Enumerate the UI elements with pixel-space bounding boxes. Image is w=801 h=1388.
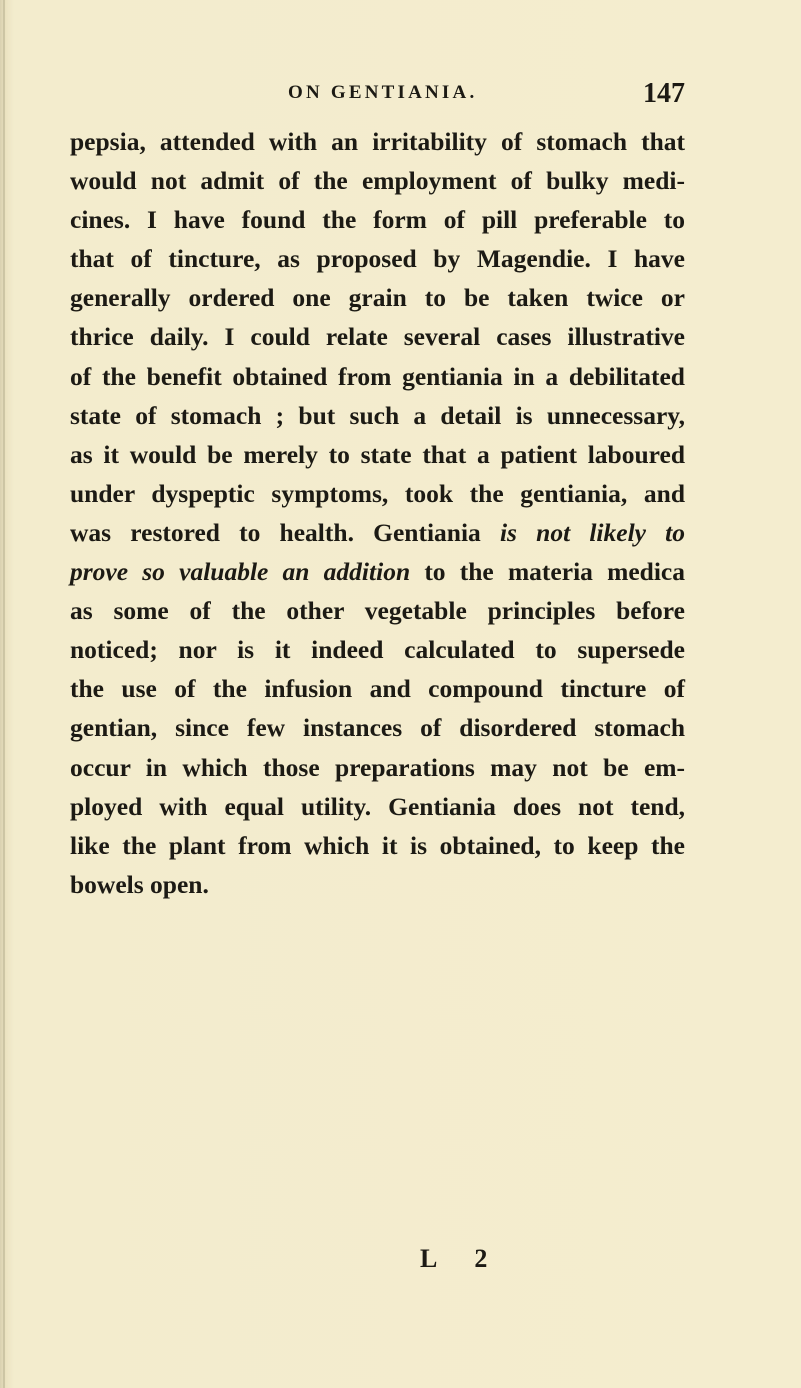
text-line: like the plant from which it is obtained, to keep the: [70, 830, 685, 860]
page-gutter-edge: [3, 0, 5, 1388]
text-line: that of tincture, as proposed by Magendie. I have: [70, 244, 685, 274]
text-line: ployed with equal utility. Gentiania does not tend,: [70, 791, 685, 821]
text-line: generally ordered one grain to be taken twice or: [70, 283, 685, 313]
text-line: pepsia, attended with an irritability of stomach that: [70, 127, 685, 156]
signature-mark: L 2: [420, 1244, 504, 1273]
page-number: 147: [643, 78, 685, 109]
text-line: as some of the other vegetable principles before: [70, 596, 685, 626]
running-title: ON GENTIANIA.: [288, 82, 478, 103]
italic-emphasis: is not likely to: [499, 517, 685, 547]
text-line: would not admit of the employment of bulky medi-: [70, 166, 685, 196]
text-line: occur in which those preparations may not be em-: [70, 752, 685, 782]
text-line: was restored to health. Gentiania is not likely to: [70, 517, 685, 547]
text-line: prove so valuable an addition to the materia medica: [70, 557, 685, 587]
text-line: cines. I have found the form of pill preferable to: [70, 205, 685, 235]
text-line: noticed; nor is it indeed calculated to supersede: [70, 635, 685, 665]
italic-emphasis: prove so valuable an addition: [70, 557, 411, 587]
text-line: gentian, since few instances of disordered stomach: [70, 713, 685, 743]
running-head: [0, 78, 801, 118]
text-line: state of stomach ; but such a detail is unnecessary,: [70, 400, 685, 430]
text-line: thrice daily. I could relate several cases illustrative: [70, 322, 685, 352]
text-line: the use of the infusion and compound tincture of: [70, 674, 685, 704]
text-line: under dyspeptic symptoms, took the gentiania, and: [70, 478, 685, 508]
text-line: of the benefit obtained from gentiania in a debilitated: [70, 361, 685, 391]
body-text: [70, 122, 685, 904]
text-line: as it would be merely to state that a patient laboured: [70, 439, 685, 469]
text-line: bowels open.: [70, 869, 209, 899]
